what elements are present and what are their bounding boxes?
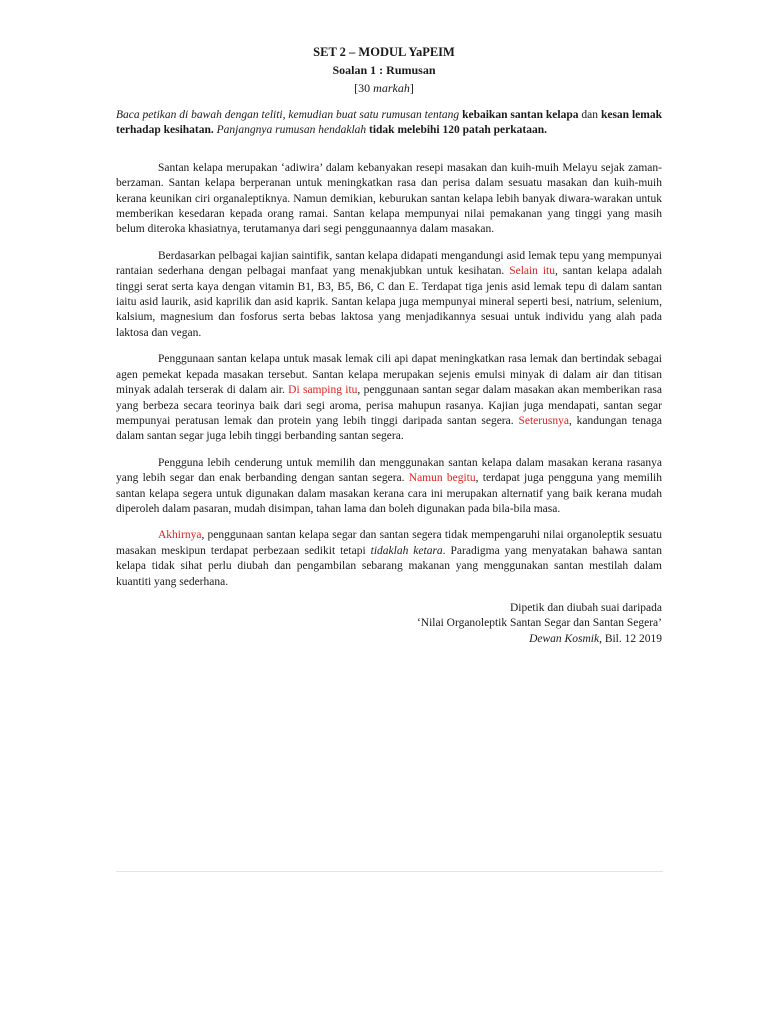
paragraph-4-text-a: Pengguna lebih cenderung untuk memilih dan menggunakan santan kelapa dalam masakan kerana rasanya yang lebih segar dan enak berbanding dengan santan segera. [116, 456, 662, 485]
source-line-2: ‘Nilai Organoleptik Santan Segar dan Santan Segera’ [416, 617, 662, 630]
instruction-text-3: Panjangnya rumusan hendaklah [213, 124, 370, 137]
question-title: Soalan 1 : Rumusan [332, 63, 436, 77]
marks-close: ] [409, 81, 414, 95]
paragraph-5-italic: tidaklah ketara [370, 544, 443, 557]
document-header [0, 44, 768, 96]
paragraph-3-text-b: , penggunaan santan segar dalam masakan akan memberikan rasa yang berbeza secara teorinya baik dari segi aroma, perisa mahupun rasanya. Kajian juga mendapati, santan segar mempunyai peratusan lemak dan protein yang lebih tinggi daripada santan segera. [116, 384, 662, 427]
paragraph-5 [116, 528, 662, 590]
source-citation [116, 601, 662, 648]
instruction-bold-1: kebaikan santan kelapa [462, 109, 579, 121]
instruction-bold-3: tidak melebihi 120 patah perkataan. [369, 124, 547, 137]
paragraph-2 [116, 249, 662, 341]
paragraph-2-text-a: Berdasarkan pelbagai kajian saintifik, santan kelapa didapati mengandungi asid lemak tepu yang mempunyai rantaian sederhana dengan pelbagai manfaat yang menakjubkan untuk kesihatan. [116, 249, 662, 278]
connector-selain-itu: Selain itu [509, 265, 555, 278]
connector-namun-begitu: Namun begitu [408, 472, 476, 485]
paragraph-4-text-b: , terdapat juga pengguna yang memilih santan kelapa segera untuk digunakan dalam masakan kerana cara ini merupakan alternatif yang baik kerana mudah diperoleh dalam pasaran, mudah disimpan, tahan lama dan boleh digunakan pada bila-bila masa. [116, 472, 662, 515]
instruction-text-1: Baca petikan di bawah dengan teliti, kemudian buat satu rumusan tentang [116, 109, 463, 121]
footer-divider [116, 871, 663, 872]
document-body [116, 108, 662, 647]
instruction-bold-2: kesan lemak terhadap kesihatan. [116, 109, 663, 137]
marks-open: [30 [354, 81, 374, 95]
instruction [116, 108, 662, 139]
paragraph-4 [116, 456, 662, 518]
connector-di-samping-itu: Di samping itu [288, 384, 358, 397]
source-line-1: Dipetik dan diubah suai daripada [509, 601, 662, 614]
marks-label [0, 80, 768, 96]
paragraph-2-text-b: , santan kelapa adalah tinggi serat serta kaya dengan vitamin B1, B3, B5, B6, C dan E. Terdapat tiga jenis asid lemak tepu di dalam santan iaitu asid laurik, asid kaprilik dan asid kaprik. Santan kelapa juga mempunyai mineral seperti besi, natrium, selenium, kalsium, magnesium dan fosforus serta bebas laktosa yang menjadikannya sesuai untuk individu yang alah pada laktosa dan vegan. [116, 265, 662, 339]
source-line-3 [116, 632, 662, 648]
paragraph-1: Santan kelapa merupakan ‘adiwira’ dalam kebanyakan resepi masakan dan kuih-muih Melayu sejak zaman-berzaman. Santan kelapa berperanan untuk meningkatkan rasa dan perisa dalam sesuatu masakan dan kuih-muih kerana keunikan ciri organaleptiknya. Namun demikian, keburukan santan kelapa lebih banyak diwara-warakan untuk memberikan kesedaran kepada orang ramai. Santan kelapa mempunyai nilai pemakanan yang tinggi yang masih belum diteroka khasiatnya, terutamanya dari segi penggunaannya dalam masakan. [116, 161, 662, 236]
paragraph-3 [116, 352, 662, 444]
connector-akhirnya: Akhirnya [158, 529, 202, 542]
paragraph-3-text-c: , kandungan tenaga dalam santan segar juga lebih tinggi berbanding santan segera. [116, 414, 662, 443]
paragraph-3-text-a: Penggunaan santan kelapa untuk masak lemak cili api dapat meningkatkan rasa lemak dan bertindak sebagai agen pemekat kepada masakan tersebut. Santan kelapa merupakan sejenis emulsi minyak di dalam air dan titisan minyak adalah terserak di dalam air. [116, 353, 662, 397]
instruction-text-2: dan [578, 109, 601, 121]
source-issue: , Bil. 12 2019 [599, 632, 662, 645]
marks-word: markah [373, 81, 410, 95]
connector-seterusnya: Seterusnya [518, 414, 569, 427]
set-title: SET 2 – MODUL YaPEIM [313, 45, 455, 59]
paragraph-5-text-b: . Paradigma yang menyatakan bahawa santan kelapa tidak sihat perlu diubah dan pengambilan sebarang makanan yang menggunakan santan mestilah dalam kuantiti yang sederhana. [116, 544, 662, 588]
source-journal: Dewan Kosmik [529, 632, 600, 645]
paragraph-5-text-a: , penggunaan santan kelapa segar dan santan segera tidak mempengaruhi nilai organoleptik sesuatu masakan meskipun terdapat perbezaan sedikit tetapi [116, 529, 662, 557]
